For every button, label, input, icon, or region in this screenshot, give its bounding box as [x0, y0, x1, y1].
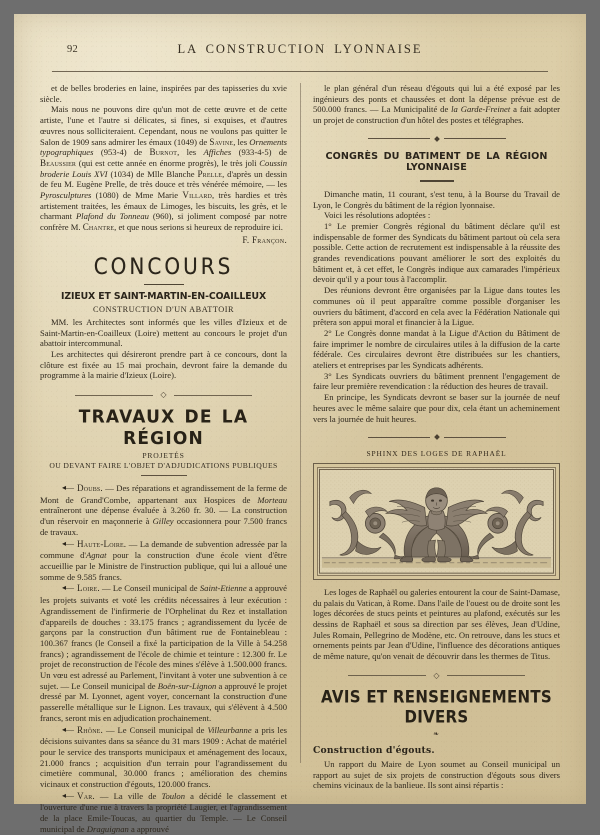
congres-paragraph: Dimanche matin, 11 courant, s'est tenu, à la Bourse du Travail de Lyon, le Congrès du bâtiment de la région lyonnaise.	[313, 188, 560, 210]
avis-top-divider	[313, 672, 560, 680]
travaux-entry-list	[40, 483, 287, 835]
article-continuation-para-1: et de belles broderies en laine, inspirées par des tapisseries du xvie siècle.	[40, 83, 287, 104]
avis-diamond-ornament-icon: ◇	[433, 670, 440, 680]
leaf-ornament-icon: ◂―	[62, 583, 75, 593]
avis-divider-line-right	[447, 675, 525, 676]
travaux-entry-region: Var.	[77, 790, 95, 801]
travaux-entry: ◂― Haute-Loire. — La demande de subvention adressée par la commune d'Agnat pour la construction d'une école vient d'être accueillie par le Ministre de l'instruction publique, qui lui a alloué une somme de 9.585 francs.	[40, 538, 287, 582]
avis-section-title: AVIS ET RENSEIGNEMENTS DIVERS	[321, 686, 552, 728]
figure-divider-line-left	[368, 437, 430, 438]
avis-ornament-icon: ❧	[433, 729, 440, 738]
avis-divider-line-left	[348, 675, 426, 676]
congres-section-title: CONGRÈS DU BATIMENT DE LA RÉGION LYONNAISE	[325, 150, 548, 173]
running-head	[40, 42, 560, 66]
page-content	[40, 42, 561, 834]
ornamental-divider	[40, 391, 287, 399]
congres-paragraph: En principe, les Syndicats devront se baser sur la journée de neuf heures avec le même salaire que pour dix, cela étant un acheminement vers la journée de huit heures.	[313, 392, 560, 424]
travaux-entry-region: Rhône.	[77, 724, 103, 735]
divider-line-right	[174, 395, 252, 396]
two-column-layout	[40, 83, 561, 834]
column-divider-rule	[300, 83, 301, 763]
congres-paragraph: 3° Les Syndicats ouvriers du bâtiment prennent l'engagement de faire leur première revendication : la réduction des heures de travail.	[313, 370, 560, 392]
figure-diamond-ornament-icon	[434, 434, 440, 440]
left-column	[40, 83, 288, 834]
divider-line-left	[75, 395, 153, 396]
congres-paragraph: 1° Le premier Congrès régional du bâtiment déclare qu'il est indispensable de former des Syndicats du bâtiment partout où cela sera possible. Cette action de recrutement est indispensable à la réussite des grandes revendications pouvant améliorer le sort des exploités du bâtiment et, à cet effet, le Congrès indique aux camarades l'impérieux devoir qu'il y a pour tous à l'accomplir.	[313, 220, 560, 285]
figure-image-area	[317, 467, 556, 576]
concours-para-1: MM. les Architectes sont informés que les villes d'Izieux et de Saint-Martin-en-Coailleux (Loire) mettent au concours le projet d'un abattoir intercommunal.	[40, 316, 287, 349]
avis-subsection-title: Construction d'égouts.	[313, 744, 435, 756]
journal-title: LA CONSTRUCTION LYONNAISE	[177, 42, 423, 56]
leaf-ornament-icon: ◂―	[62, 538, 75, 548]
sphinx-figure	[313, 449, 560, 580]
travaux-section-title: TRAVAUX DE LA RÉGION	[78, 407, 249, 450]
travaux-entry: ◂― Var. — La ville de Toulon a décidé le classement et l'ouverture d'une rue à travers la propriété Laugier, et l'agrandissement de la place Emile-Toucas, au quartier du Temple. — Le Conseil municipal de Draguignan a approuvé	[40, 790, 287, 834]
concours-subject-head: CONSTRUCTION D'UN ABATTOIR	[92, 304, 235, 314]
concours-section-title: CONCOURS	[93, 252, 234, 280]
congres-paragraph-list	[313, 189, 560, 424]
leaf-ornament-icon: ◂―	[62, 790, 75, 800]
travaux-entry-region: Loire.	[77, 583, 100, 594]
concours-locality-head: IZIEUX ET SAINT-MARTIN-EN-COAILLEUX	[60, 290, 267, 302]
avis-paragraph: Un rapport du Maire de Lyon soumet au Conseil municipal un rapport au sujet de six projets de construction d'égouts sous divers chemins vicinaux de la banlieue. Ils sont ainsi répartis :	[313, 758, 560, 791]
figure-frame	[313, 463, 560, 580]
right-continuation-para: le plan général d'un réseau d'égouts qui lui a été exposé par les ingénieurs des ponts et chaussées et dont la dépense prévue est de 500.000 francs. — La Municipalité de la Garde-Freinet a fait adopter un projet de construction d'un hôtel des postes et télégraphes.	[313, 83, 560, 126]
leaf-ornament-icon: ◂―	[62, 483, 75, 493]
sphinx-frieze-engraving-icon	[318, 468, 555, 575]
right-column	[313, 83, 561, 791]
figure-caption: SPHINX DES LOGES DE RAPHAËL	[366, 449, 507, 459]
travaux-rule	[141, 475, 187, 476]
header-rule	[52, 71, 548, 72]
diamond-dot-ornament-icon	[434, 136, 440, 142]
scanned-page	[14, 14, 586, 834]
leaf-ornament-icon: ◂―	[62, 724, 75, 734]
concours-rule	[144, 284, 184, 285]
figure-divider-line-right	[444, 437, 506, 438]
congres-top-divider	[313, 137, 560, 141]
congres-paragraph: Des réunions devront être organisées par la Ligue dans toutes les communes où il peut apparaître comme possible d'organiser les ouvriers du bâtiment, d'accord en cela avec la Fédération Nationale qui prêtera son appui moral et financier à la Ligue.	[313, 285, 560, 328]
page-number: 92	[67, 44, 78, 55]
congres-divider-line-right	[444, 138, 506, 139]
figure-explanatory-text: Les loges de Raphaël ou galeries entourent la cour de Saint-Damase, du palais du Vatican, à Rome. Dans l'aile de l'ouest ou de droite sont les loges décorées de stucs peints et peintures au plafond, exécutés sur les dessins de Raphaël et sous sa direction par ses élèves, Jean d'Udine, Jules Romain, Pellegrino de Modène, etc. On retrouve, dans les stucs et ornements peints par Jean d'Udine, l'influence des décorations antiques de même nature, qu'on venait de découvrir dans les thermes de Titus.	[313, 586, 561, 662]
travaux-subtitle-2: OU DEVANT FAIRE L'OBJET D'ADJUDICATIONS PUBLIQUES	[49, 461, 278, 471]
travaux-entry-region: Haute-Loire.	[77, 538, 127, 549]
diamond-ornament-icon: ◇	[160, 390, 167, 400]
concours-para-2: Les architectes qui désireront prendre part à ce concours, dont la clôture est fixée au 15 mai prochain, devront faire la demande du programme à la mairie d'Izieux (Loire).	[40, 348, 287, 381]
congres-paragraph: 2° Le Congrès donne mandat à la Ligue d'Action du Bâtiment de faire imprimer le nombre de circulaires utiles à la diffusion de la carte fédérale. Ces circulaires devront être distribuées sur les chantiers, ateliers et entreprises par les Syndicats adhérents.	[313, 327, 560, 371]
travaux-subtitle-1: PROJETÉS	[142, 451, 185, 461]
article-continuation-para-2: Mais nous ne pouvons dire qu'un mot de cette œuvre et de cette artiste, l'une et l'autre si délicates, si fines, si exquises, et d'autres œuvres nous solliciteraient. Cependant, nous ne voulons pas quitter le Salon de 1909 sans admirer les émaux (1049) de Savine, les Ornements typographiques (953-4) de Burnot, les Affiches (933-4-5) de Beaussier (qui est cette année en énorme progrès), le très joli Coussin broderie Louis XVI (1034) de Mlle Blanche Prelle, d'après un dessin de feu M. Eugène Prelle, de très douce et très vénérée mémoire, — les Pyrosculptures (1080) de Mme Marie Villard, très hardies et très artistement traitées, les émaux de Limoges, les biscuits, les grès, et le charmant Plafond du Tonneau (960), si joliment composé par notre confrère M. Chantre, et que nous serions si heureux de reproduire ici.	[40, 104, 288, 233]
travaux-entry: ◂― Doubs. — Des réparations et agrandissement de la ferme de Mont de Grand'Combe, appartenant aux Hospices de Morteau entraîneront une dépense évaluée à 3.260 fr. 30. — La construction d'un réservoir en maçonnerie à Gilley occasionnera pour 7.500 francs de travaux.	[40, 483, 288, 537]
congres-paragraph: Voici les résolutions adoptées :	[324, 210, 431, 221]
travaux-entry: ◂― Rhône. — Le Conseil municipal de Villeurbanne a pris les décisions suivantes dans sa séance du 31 mars 1909 : Achat de matériel pour le service des transports municipaux et aménagement des locaux, 21.000 francs ; acquisition d'un terrain pour l'agrandissement du cimetière communal, 30.000 francs ; amélioration des chemins vicinaux et construction d'égouts, 120.000 francs.	[40, 724, 287, 790]
travaux-entry: ◂― Loire. — Le Conseil municipal de Saint-Etienne a approuvé les projets suivants et voté les crédits nécessaires à leur exécution : Agrandissement de l'infirmerie de l'Orphelinat du Rez et installation d'appareils de douches : 33.175 francs ; agrandissement du lycée de garçons par la construction d'un bâtiment rue de Fontainebleau : 100.367 francs (le Conseil a fixé la participation de la Ville à 54.258 francs) ; agrandissement de l'école de chimie et teinture : 12.300 fr. Le projet de reconstruction de l'école des mines s'élève à 1.500.000 francs. Un vœu est adressé au Parlement, l'invitant à voter une subvention à ce sujet. — Le Conseil municipal de Boën-sur-Lignon a approuvé le projet dressé par M. Lyonnet, agent voyer, concernant la construction d'une passerelle métallique sur le Lignon. Les travaux, qui s'élèvent à 4.500 francs, seront mis en adjudication prochainement.	[40, 583, 287, 723]
figure-top-divider	[313, 435, 560, 439]
congres-rule	[420, 180, 454, 182]
congres-divider-line-left	[368, 138, 430, 139]
column-gutter	[287, 83, 313, 773]
article-signature: F. Françon.	[242, 234, 287, 245]
travaux-entry-region: Doubs.	[77, 483, 103, 494]
